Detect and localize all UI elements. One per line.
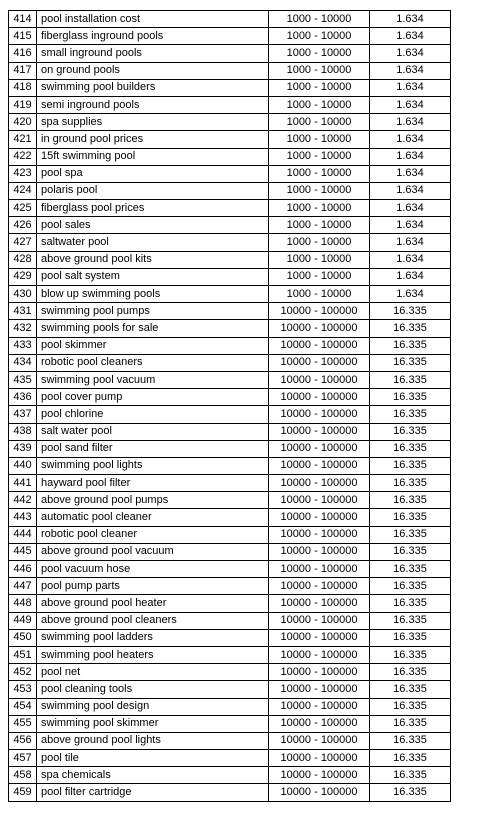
keyword-cell: spa chemicals bbox=[37, 767, 269, 784]
keyword-cell: swimming pools for sale bbox=[37, 320, 269, 337]
search-range-cell: 10000 - 100000 bbox=[269, 509, 370, 526]
search-range-cell: 1000 - 10000 bbox=[269, 148, 370, 165]
search-range-cell: 10000 - 100000 bbox=[269, 457, 370, 474]
value-cell: 16.335 bbox=[370, 664, 451, 681]
value-cell: 16.335 bbox=[370, 543, 451, 560]
table-row bbox=[9, 96, 451, 113]
value-cell: 1.634 bbox=[370, 286, 451, 303]
keyword-cell: swimming pool skimmer bbox=[37, 715, 269, 732]
search-range-cell: 10000 - 100000 bbox=[269, 629, 370, 646]
search-range-cell: 10000 - 100000 bbox=[269, 389, 370, 406]
search-range-cell: 10000 - 100000 bbox=[269, 337, 370, 354]
search-range-cell: 1000 - 10000 bbox=[269, 62, 370, 79]
row-number-cell: 438 bbox=[9, 423, 37, 440]
row-number-cell: 455 bbox=[9, 715, 37, 732]
value-cell: 16.335 bbox=[370, 750, 451, 767]
value-cell: 16.335 bbox=[370, 371, 451, 388]
search-range-cell: 1000 - 10000 bbox=[269, 96, 370, 113]
keyword-cell: pool filter cartridge bbox=[37, 784, 269, 801]
value-cell: 1.634 bbox=[370, 114, 451, 131]
value-cell: 16.335 bbox=[370, 440, 451, 457]
keyword-cell: robotic pool cleaner bbox=[37, 526, 269, 543]
search-range-cell: 1000 - 10000 bbox=[269, 286, 370, 303]
search-range-cell: 1000 - 10000 bbox=[269, 251, 370, 268]
table-row bbox=[9, 767, 451, 784]
keyword-cell: above ground pool lights bbox=[37, 732, 269, 749]
search-range-cell: 1000 - 10000 bbox=[269, 28, 370, 45]
search-range-cell: 10000 - 100000 bbox=[269, 543, 370, 560]
keyword-cell: fiberglass pool prices bbox=[37, 200, 269, 217]
table-row bbox=[9, 715, 451, 732]
row-number-cell: 442 bbox=[9, 492, 37, 509]
search-range-cell: 1000 - 10000 bbox=[269, 79, 370, 96]
table-row bbox=[9, 354, 451, 371]
keyword-cell: robotic pool cleaners bbox=[37, 354, 269, 371]
search-range-cell: 10000 - 100000 bbox=[269, 371, 370, 388]
search-range-cell: 1000 - 10000 bbox=[269, 182, 370, 199]
keyword-cell: pool chlorine bbox=[37, 406, 269, 423]
value-cell: 16.335 bbox=[370, 784, 451, 801]
search-range-cell: 10000 - 100000 bbox=[269, 767, 370, 784]
table-row bbox=[9, 492, 451, 509]
keyword-cell: above ground pool vacuum bbox=[37, 543, 269, 560]
row-number-cell: 422 bbox=[9, 148, 37, 165]
table-row bbox=[9, 286, 451, 303]
row-number-cell: 459 bbox=[9, 784, 37, 801]
table-row bbox=[9, 389, 451, 406]
value-cell: 16.335 bbox=[370, 681, 451, 698]
search-range-cell: 10000 - 100000 bbox=[269, 664, 370, 681]
table-row bbox=[9, 62, 451, 79]
row-number-cell: 444 bbox=[9, 526, 37, 543]
row-number-cell: 457 bbox=[9, 750, 37, 767]
row-number-cell: 439 bbox=[9, 440, 37, 457]
value-cell: 1.634 bbox=[370, 234, 451, 251]
table-row bbox=[9, 182, 451, 199]
row-number-cell: 445 bbox=[9, 543, 37, 560]
search-range-cell: 10000 - 100000 bbox=[269, 440, 370, 457]
table-row bbox=[9, 131, 451, 148]
keyword-cell: pool cleaning tools bbox=[37, 681, 269, 698]
row-number-cell: 429 bbox=[9, 268, 37, 285]
table-row bbox=[9, 79, 451, 96]
keyword-table-body bbox=[9, 11, 451, 802]
search-range-cell: 1000 - 10000 bbox=[269, 45, 370, 62]
value-cell: 1.634 bbox=[370, 45, 451, 62]
table-row bbox=[9, 148, 451, 165]
search-range-cell: 10000 - 100000 bbox=[269, 595, 370, 612]
table-row bbox=[9, 595, 451, 612]
row-number-cell: 437 bbox=[9, 406, 37, 423]
table-row bbox=[9, 45, 451, 62]
value-cell: 16.335 bbox=[370, 578, 451, 595]
keyword-cell: pool spa bbox=[37, 165, 269, 182]
value-cell: 16.335 bbox=[370, 457, 451, 474]
keyword-cell: small inground pools bbox=[37, 45, 269, 62]
value-cell: 1.634 bbox=[370, 268, 451, 285]
search-range-cell: 10000 - 100000 bbox=[269, 646, 370, 663]
value-cell: 1.634 bbox=[370, 200, 451, 217]
keyword-cell: pool cover pump bbox=[37, 389, 269, 406]
value-cell: 16.335 bbox=[370, 354, 451, 371]
value-cell: 1.634 bbox=[370, 182, 451, 199]
row-number-cell: 443 bbox=[9, 509, 37, 526]
keyword-cell: swimming pool builders bbox=[37, 79, 269, 96]
table-row bbox=[9, 423, 451, 440]
table-row bbox=[9, 629, 451, 646]
search-range-cell: 1000 - 10000 bbox=[269, 268, 370, 285]
search-range-cell: 10000 - 100000 bbox=[269, 681, 370, 698]
row-number-cell: 441 bbox=[9, 475, 37, 492]
row-number-cell: 427 bbox=[9, 234, 37, 251]
row-number-cell: 453 bbox=[9, 681, 37, 698]
keyword-cell: pool pump parts bbox=[37, 578, 269, 595]
value-cell: 16.335 bbox=[370, 629, 451, 646]
row-number-cell: 458 bbox=[9, 767, 37, 784]
keyword-cell: automatic pool cleaner bbox=[37, 509, 269, 526]
search-range-cell: 10000 - 100000 bbox=[269, 492, 370, 509]
keyword-cell: swimming pool lights bbox=[37, 457, 269, 474]
keyword-cell: 15ft swimming pool bbox=[37, 148, 269, 165]
keyword-cell: hayward pool filter bbox=[37, 475, 269, 492]
row-number-cell: 424 bbox=[9, 182, 37, 199]
search-range-cell: 10000 - 100000 bbox=[269, 406, 370, 423]
row-number-cell: 440 bbox=[9, 457, 37, 474]
keyword-cell: above ground pool cleaners bbox=[37, 612, 269, 629]
value-cell: 1.634 bbox=[370, 148, 451, 165]
table-row bbox=[9, 784, 451, 801]
value-cell: 16.335 bbox=[370, 767, 451, 784]
table-row bbox=[9, 681, 451, 698]
row-number-cell: 447 bbox=[9, 578, 37, 595]
keyword-cell: fiberglass inground pools bbox=[37, 28, 269, 45]
keyword-cell: swimming pool vacuum bbox=[37, 371, 269, 388]
row-number-cell: 421 bbox=[9, 131, 37, 148]
keyword-cell: in ground pool prices bbox=[37, 131, 269, 148]
row-number-cell: 431 bbox=[9, 303, 37, 320]
value-cell: 16.335 bbox=[370, 715, 451, 732]
keyword-cell: pool sales bbox=[37, 217, 269, 234]
keyword-cell: pool vacuum hose bbox=[37, 561, 269, 578]
row-number-cell: 426 bbox=[9, 217, 37, 234]
search-range-cell: 10000 - 100000 bbox=[269, 784, 370, 801]
table-row bbox=[9, 457, 451, 474]
search-range-cell: 10000 - 100000 bbox=[269, 354, 370, 371]
value-cell: 16.335 bbox=[370, 698, 451, 715]
search-range-cell: 10000 - 100000 bbox=[269, 612, 370, 629]
table-row bbox=[9, 543, 451, 560]
value-cell: 16.335 bbox=[370, 337, 451, 354]
value-cell: 1.634 bbox=[370, 11, 451, 28]
search-range-cell: 10000 - 100000 bbox=[269, 578, 370, 595]
keyword-cell: above ground pool heater bbox=[37, 595, 269, 612]
table-row bbox=[9, 406, 451, 423]
keyword-cell: pool salt system bbox=[37, 268, 269, 285]
table-row bbox=[9, 612, 451, 629]
value-cell: 16.335 bbox=[370, 320, 451, 337]
keyword-cell: pool sand filter bbox=[37, 440, 269, 457]
keyword-cell: semi inground pools bbox=[37, 96, 269, 113]
table-row bbox=[9, 320, 451, 337]
search-range-cell: 10000 - 100000 bbox=[269, 423, 370, 440]
keyword-cell: swimming pool pumps bbox=[37, 303, 269, 320]
search-range-cell: 10000 - 100000 bbox=[269, 561, 370, 578]
keyword-cell: pool installation cost bbox=[37, 11, 269, 28]
table-row bbox=[9, 578, 451, 595]
table-row bbox=[9, 337, 451, 354]
table-row bbox=[9, 200, 451, 217]
value-cell: 1.634 bbox=[370, 28, 451, 45]
keyword-table bbox=[8, 10, 451, 802]
table-row bbox=[9, 750, 451, 767]
table-row bbox=[9, 732, 451, 749]
keyword-cell: on ground pools bbox=[37, 62, 269, 79]
table-row bbox=[9, 440, 451, 457]
row-number-cell: 430 bbox=[9, 286, 37, 303]
row-number-cell: 436 bbox=[9, 389, 37, 406]
value-cell: 1.634 bbox=[370, 251, 451, 268]
value-cell: 16.335 bbox=[370, 646, 451, 663]
search-range-cell: 10000 - 100000 bbox=[269, 526, 370, 543]
row-number-cell: 433 bbox=[9, 337, 37, 354]
table-row bbox=[9, 268, 451, 285]
table-row bbox=[9, 303, 451, 320]
search-range-cell: 10000 - 100000 bbox=[269, 320, 370, 337]
value-cell: 16.335 bbox=[370, 475, 451, 492]
row-number-cell: 449 bbox=[9, 612, 37, 629]
table-row bbox=[9, 646, 451, 663]
value-cell: 1.634 bbox=[370, 165, 451, 182]
value-cell: 1.634 bbox=[370, 217, 451, 234]
table-row bbox=[9, 371, 451, 388]
row-number-cell: 428 bbox=[9, 251, 37, 268]
search-range-cell: 1000 - 10000 bbox=[269, 234, 370, 251]
keyword-cell: blow up swimming pools bbox=[37, 286, 269, 303]
keyword-cell: saltwater pool bbox=[37, 234, 269, 251]
table-row bbox=[9, 475, 451, 492]
keyword-cell: pool tile bbox=[37, 750, 269, 767]
keyword-cell: pool net bbox=[37, 664, 269, 681]
row-number-cell: 419 bbox=[9, 96, 37, 113]
row-number-cell: 414 bbox=[9, 11, 37, 28]
table-row bbox=[9, 234, 451, 251]
row-number-cell: 450 bbox=[9, 629, 37, 646]
value-cell: 16.335 bbox=[370, 526, 451, 543]
table-row bbox=[9, 251, 451, 268]
row-number-cell: 425 bbox=[9, 200, 37, 217]
search-range-cell: 1000 - 10000 bbox=[269, 131, 370, 148]
table-row bbox=[9, 165, 451, 182]
table-row bbox=[9, 28, 451, 45]
keyword-cell: swimming pool ladders bbox=[37, 629, 269, 646]
row-number-cell: 420 bbox=[9, 114, 37, 131]
table-row bbox=[9, 664, 451, 681]
table-row bbox=[9, 217, 451, 234]
keyword-cell: above ground pool pumps bbox=[37, 492, 269, 509]
table-row bbox=[9, 11, 451, 28]
row-number-cell: 432 bbox=[9, 320, 37, 337]
row-number-cell: 446 bbox=[9, 561, 37, 578]
keyword-cell: swimming pool design bbox=[37, 698, 269, 715]
search-range-cell: 10000 - 100000 bbox=[269, 750, 370, 767]
row-number-cell: 435 bbox=[9, 371, 37, 388]
value-cell: 16.335 bbox=[370, 303, 451, 320]
value-cell: 16.335 bbox=[370, 732, 451, 749]
search-range-cell: 10000 - 100000 bbox=[269, 732, 370, 749]
value-cell: 1.634 bbox=[370, 96, 451, 113]
table-row bbox=[9, 509, 451, 526]
search-range-cell: 10000 - 100000 bbox=[269, 475, 370, 492]
table-row bbox=[9, 561, 451, 578]
row-number-cell: 416 bbox=[9, 45, 37, 62]
row-number-cell: 452 bbox=[9, 664, 37, 681]
value-cell: 16.335 bbox=[370, 406, 451, 423]
keyword-cell: above ground pool kits bbox=[37, 251, 269, 268]
row-number-cell: 417 bbox=[9, 62, 37, 79]
row-number-cell: 415 bbox=[9, 28, 37, 45]
value-cell: 1.634 bbox=[370, 62, 451, 79]
keyword-cell: salt water pool bbox=[37, 423, 269, 440]
search-range-cell: 1000 - 10000 bbox=[269, 217, 370, 234]
search-range-cell: 1000 - 10000 bbox=[269, 165, 370, 182]
search-range-cell: 10000 - 100000 bbox=[269, 303, 370, 320]
search-range-cell: 10000 - 100000 bbox=[269, 715, 370, 732]
table-row bbox=[9, 526, 451, 543]
value-cell: 16.335 bbox=[370, 612, 451, 629]
value-cell: 16.335 bbox=[370, 389, 451, 406]
keyword-cell: polaris pool bbox=[37, 182, 269, 199]
value-cell: 16.335 bbox=[370, 595, 451, 612]
value-cell: 16.335 bbox=[370, 492, 451, 509]
search-range-cell: 10000 - 100000 bbox=[269, 698, 370, 715]
row-number-cell: 454 bbox=[9, 698, 37, 715]
value-cell: 16.335 bbox=[370, 561, 451, 578]
row-number-cell: 418 bbox=[9, 79, 37, 96]
row-number-cell: 434 bbox=[9, 354, 37, 371]
table-row bbox=[9, 114, 451, 131]
value-cell: 1.634 bbox=[370, 79, 451, 96]
table-row bbox=[9, 698, 451, 715]
keyword-cell: swimming pool heaters bbox=[37, 646, 269, 663]
keyword-cell: pool skimmer bbox=[37, 337, 269, 354]
keyword-cell: spa supplies bbox=[37, 114, 269, 131]
value-cell: 1.634 bbox=[370, 131, 451, 148]
value-cell: 16.335 bbox=[370, 423, 451, 440]
row-number-cell: 423 bbox=[9, 165, 37, 182]
search-range-cell: 1000 - 10000 bbox=[269, 200, 370, 217]
row-number-cell: 451 bbox=[9, 646, 37, 663]
row-number-cell: 448 bbox=[9, 595, 37, 612]
row-number-cell: 456 bbox=[9, 732, 37, 749]
search-range-cell: 1000 - 10000 bbox=[269, 11, 370, 28]
value-cell: 16.335 bbox=[370, 509, 451, 526]
search-range-cell: 1000 - 10000 bbox=[269, 114, 370, 131]
